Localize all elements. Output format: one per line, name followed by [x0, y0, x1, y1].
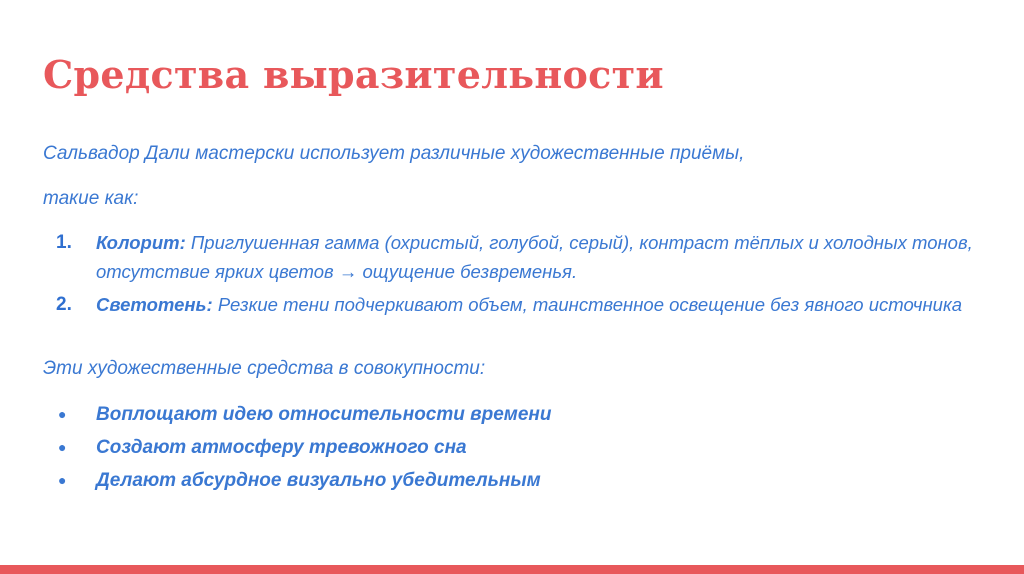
slide-title: Средства выразительности — [43, 52, 664, 97]
item-term: Колорит: — [96, 232, 186, 253]
bullet-icon: ● — [58, 406, 67, 422]
intro-line-1: Сальвадор Дали мастерски использует различные художественные приёмы, — [43, 143, 745, 164]
numbered-item — [56, 290, 976, 319]
bottom-accent-bar — [0, 565, 1024, 574]
item-term: Светотень: — [96, 294, 213, 315]
bullet-item — [56, 398, 552, 431]
numbered-list — [56, 228, 976, 323]
item-text: Приглушенная гамма (охристый, голубой, серый), контраст тёплых и холодных тонов, отсутствие ярких цветов → ощущение безвременья. — [96, 232, 973, 282]
bullet-item — [56, 464, 552, 497]
bullet-text: Воплощают идею относительности времени — [96, 404, 552, 425]
bullet-text: Создают атмосферу тревожного сна — [96, 437, 467, 458]
numbered-item — [56, 228, 976, 286]
bullet-list — [56, 398, 552, 497]
intro-line-2: такие как: — [43, 188, 139, 209]
item-number: 2. — [56, 294, 72, 315]
item-text: Резкие тени подчеркивают объем, таинственное освещение без явного источника — [212, 294, 962, 315]
bullet-item — [56, 431, 552, 464]
bullet-icon: ● — [58, 472, 67, 488]
bullet-text: Делают абсурдное визуально убедительным — [96, 470, 541, 491]
summary-heading: Эти художественные средства в совокупности: — [43, 358, 486, 379]
item-number: 1. — [56, 232, 72, 253]
bullet-icon: ● — [58, 439, 67, 455]
